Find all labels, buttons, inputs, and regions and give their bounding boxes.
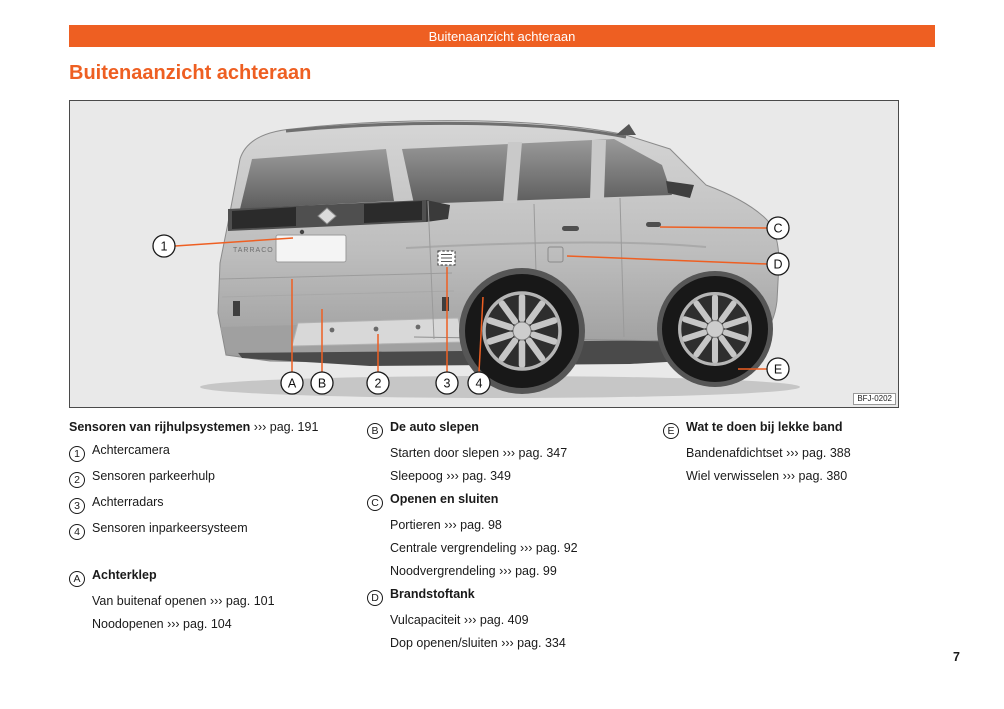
page-ref: ››› pag. 98 [444,518,502,532]
page-ref: ››› pag. 334 [501,636,566,650]
car-illustration [70,101,898,407]
svg-text:E: E [773,362,783,377]
ref-entry [367,517,661,534]
ref-entry [367,635,661,652]
ref-entry [367,468,661,485]
column-driver-assist [69,419,361,639]
entry-text: Wiel verwisselen [686,469,780,483]
entry-text: Noodvergrendeling [390,564,496,578]
callout-badge-b [311,372,333,394]
ref-entry [69,616,361,633]
callout-badge-d [767,253,789,275]
ref-entry [663,468,937,485]
front-wheel [662,276,768,382]
section-d-heading [367,586,661,606]
callout-badge-3 [436,372,458,394]
page-ref: ››› pag. 349 [446,469,511,483]
entry-text: Starten door slepen [390,446,500,460]
legend-label: Sensoren inparkeersysteem [92,521,248,535]
callout-badge-a [281,372,303,394]
svg-text:2: 2 [374,376,382,391]
callout-badge-4 [468,372,490,394]
page-ref: ››› pag. 347 [502,446,568,460]
svg-text:C: C [773,221,783,236]
section-title: Wat te doen bij lekke band [686,420,843,434]
list-heading [69,419,361,436]
door-handle-front [646,222,661,227]
column-middle [367,419,661,658]
section-title: De auto slepen [390,420,479,434]
door-handle-rear [562,226,579,231]
page-ref: ››› pag. 92 [519,541,578,555]
svg-text:A: A [287,376,297,391]
legend-item-2 [69,468,361,488]
page-ref: ››› pag. 99 [499,564,557,578]
callout-marker-b: B [367,423,383,439]
legend-item-4 [69,520,361,540]
page-ref: ››› pag. 388 [786,446,851,460]
callout-marker-2: 2 [69,472,85,488]
rear-wheel [465,274,579,388]
column-right [663,419,937,491]
section-title: Achterklep [92,568,157,582]
heading-text: Sensoren van rijhulpsystemen [69,420,251,434]
section-a-heading [69,567,361,587]
spacer [69,546,361,567]
entry-text: Van buitenaf openen [92,594,207,608]
ref-entry [367,445,661,462]
section-e-heading [663,419,937,439]
legend-label: Achterradars [92,495,164,509]
callout-marker-a: A [69,571,85,587]
entry-text: Bandenafdichtset [686,446,783,460]
ref-entry [367,563,661,580]
callout-marker-e: E [663,423,679,439]
section-title: Openen en sluiten [390,492,499,506]
svg-text:D: D [773,257,783,272]
legend-item-1 [69,442,361,462]
entry-text: Noodopenen [92,617,164,631]
page-ref: ››› pag. 104 [167,617,232,631]
callout-marker-4: 4 [69,524,85,540]
figure-code: BFJ-0202 [853,393,896,405]
callout-badge-2 [367,372,389,394]
section-title: Brandstoftank [390,587,475,601]
section-b-heading [367,419,661,439]
callout-marker-1: 1 [69,446,85,462]
section-c-heading [367,491,661,511]
entry-text: Dop openen/sluiten [390,636,498,650]
tow-eye-marker [438,251,455,265]
ref-entry [367,540,661,557]
callout-badge-e [767,358,789,380]
svg-text:B: B [317,376,327,391]
exterior-rear-figure [69,100,899,408]
callout-marker-c: C [367,495,383,511]
entry-text: Vulcapaciteit [390,613,461,627]
page-header-bar [69,25,935,47]
rear-camera-dot [300,230,304,234]
page-ref: ››› pag. 101 [209,594,275,608]
entry-text: Sleepoog [390,469,443,483]
entry-text: Centrale vergrendeling [390,541,517,555]
callout-badge-c [767,217,789,239]
page-ref: ››› pag. 191 [253,420,319,434]
legend-label: Sensoren parkeerhulp [92,469,215,483]
callout-marker-3: 3 [69,498,85,514]
callout-marker-d: D [367,590,383,606]
ref-entry [69,593,361,610]
page-ref: ››› pag. 409 [463,613,529,627]
svg-text:3: 3 [443,376,451,391]
ref-entry [367,612,661,629]
legend-label: Achtercamera [92,443,170,457]
page-number: 7 [953,650,960,664]
side-windows [402,139,672,204]
legend-item-3 [69,494,361,514]
callout-badge-1 [153,235,175,257]
page-ref: ››› pag. 380 [782,469,848,483]
entry-text: Portieren [390,518,441,532]
car-body [218,121,779,394]
svg-text:4: 4 [475,376,483,391]
page-title: Buitenaanzicht achteraan [69,62,312,84]
ref-entry [663,445,937,462]
model-badge: TARRACO [233,247,274,254]
svg-text:1: 1 [160,239,168,254]
header-title: Buitenaanzicht achteraan [428,28,576,44]
